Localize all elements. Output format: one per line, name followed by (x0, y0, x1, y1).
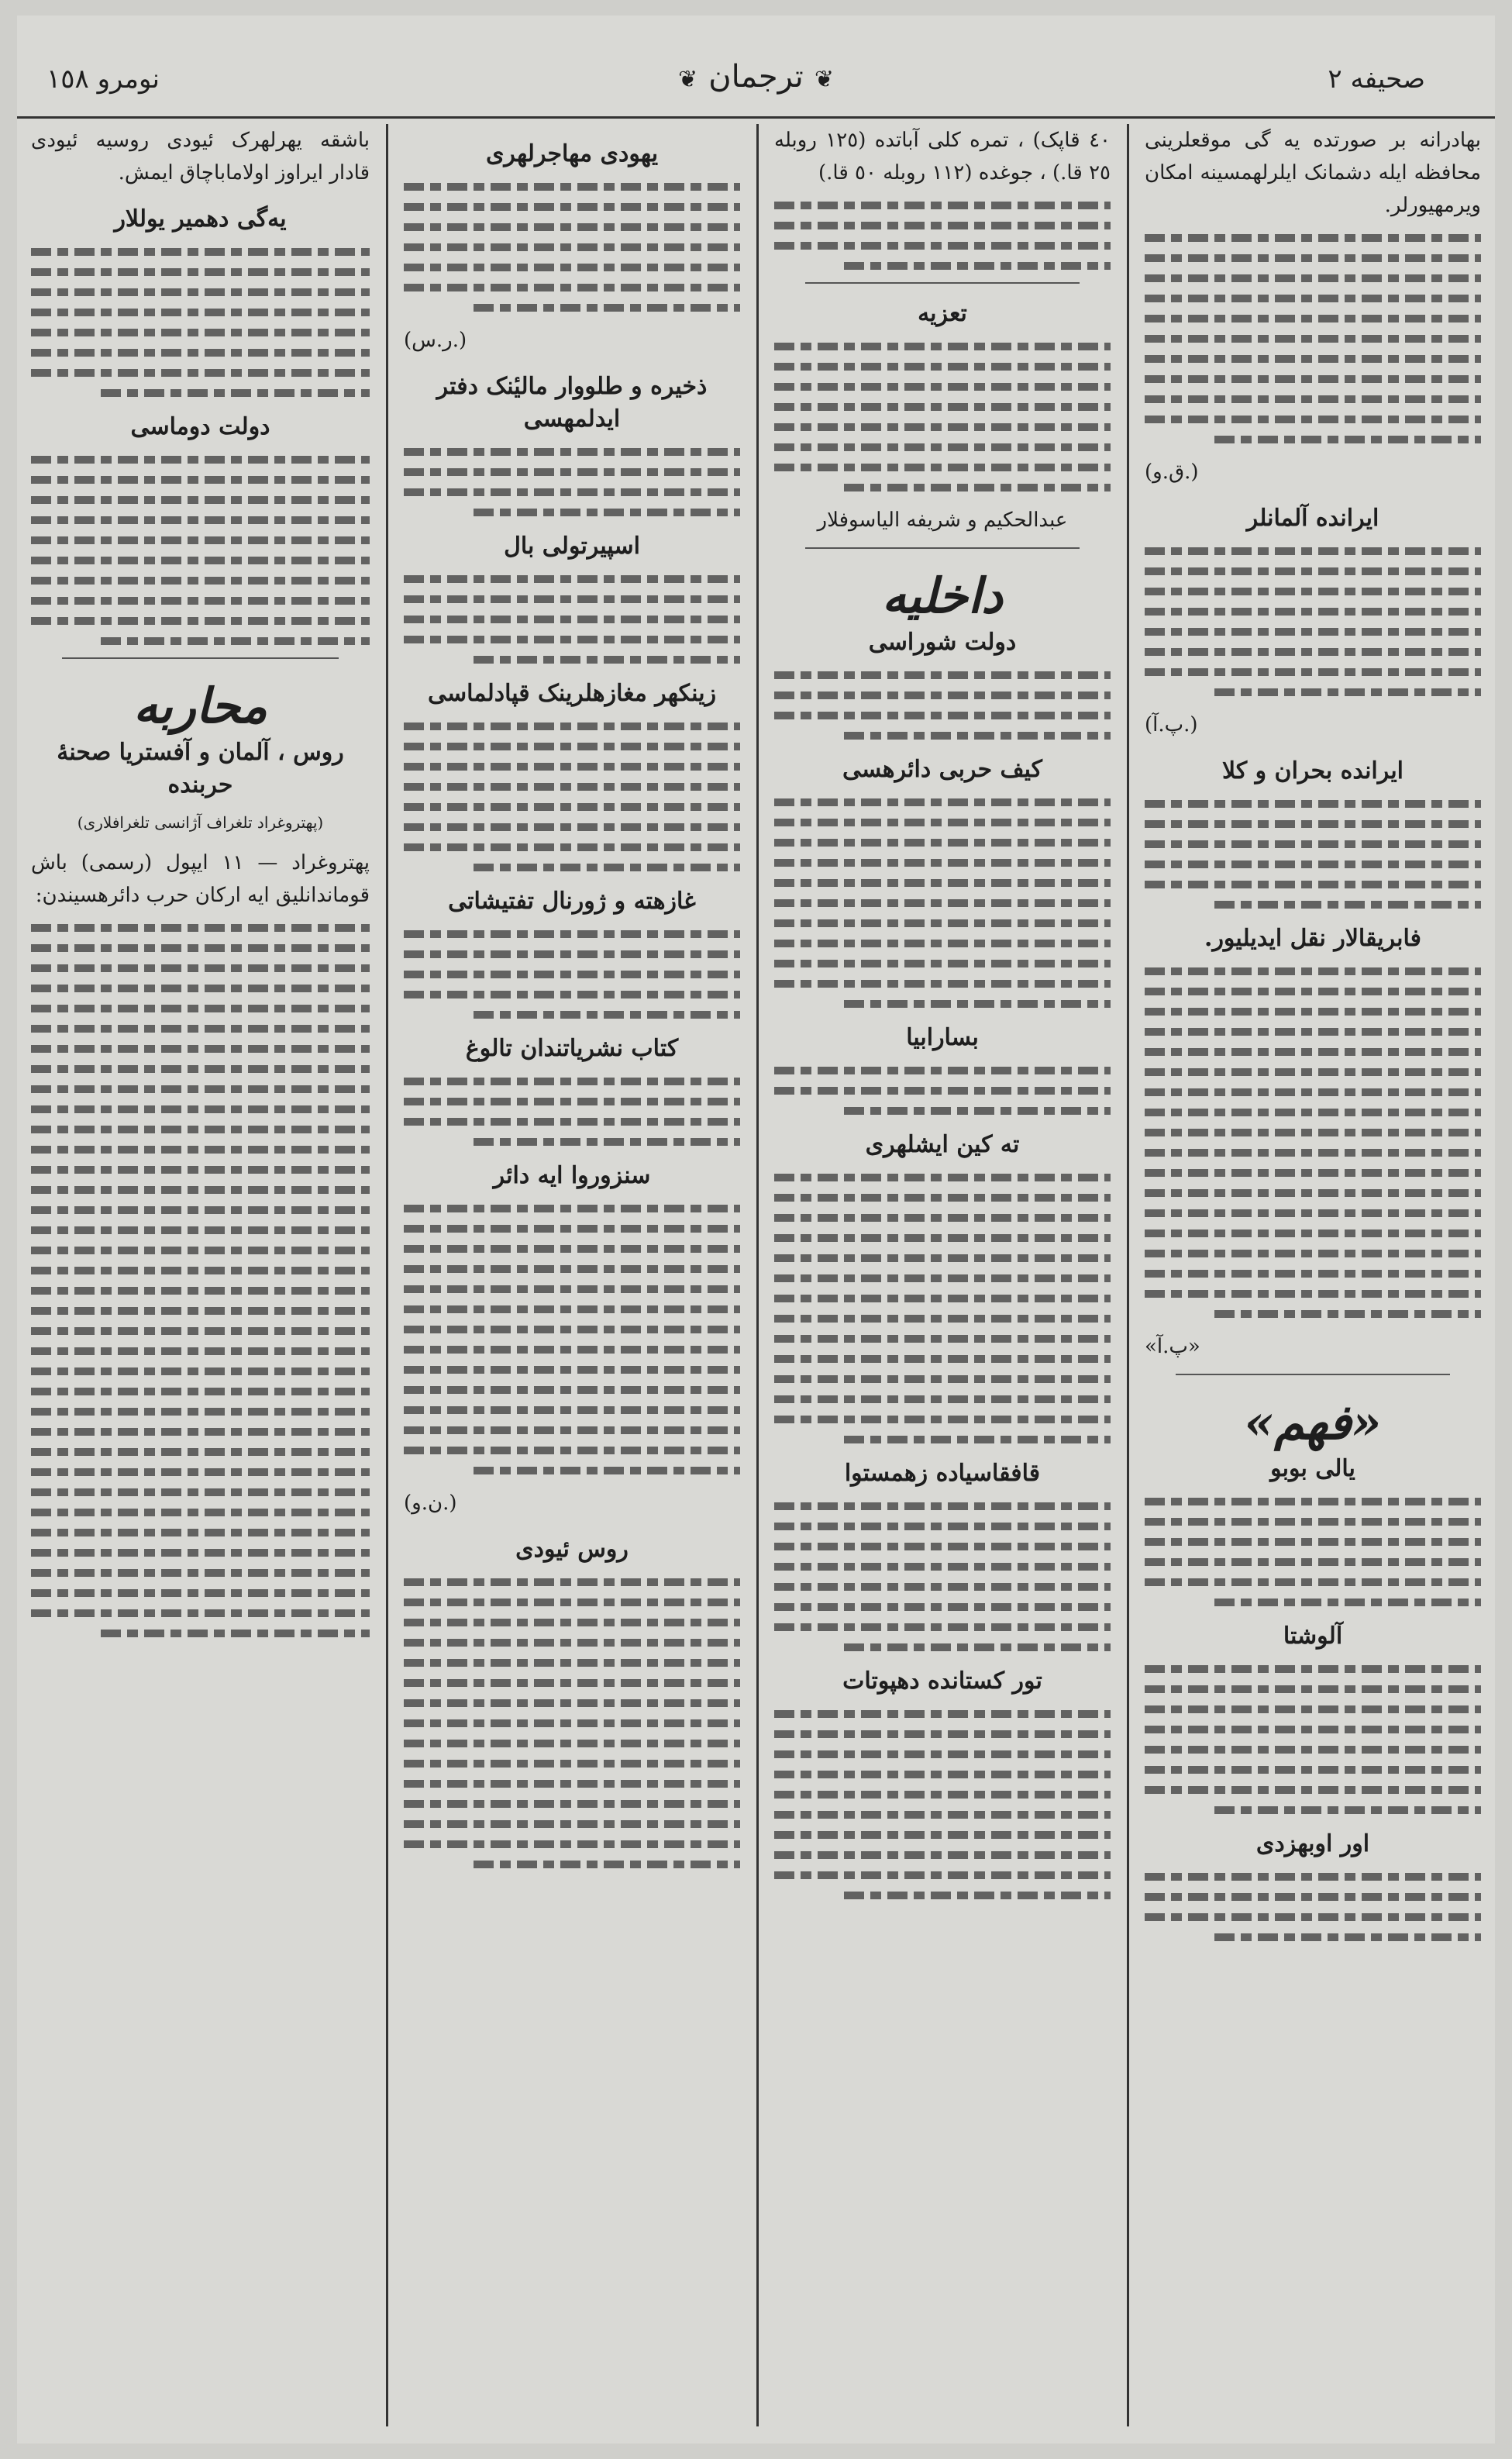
article-heading: روس ، آلمان و آفستریا صحنهٔ حربنده (57, 739, 344, 798)
text-block (774, 202, 1111, 270)
article-heading: تعزیه (918, 300, 967, 327)
article-heading: اسپیرتولی بال (504, 533, 640, 560)
text-block (1145, 1873, 1481, 1941)
text-block (1145, 967, 1481, 1318)
text-block (404, 1078, 740, 1146)
text-block (404, 930, 740, 1019)
article-heading: یه‌گی دهمیر یوللار (114, 205, 287, 233)
article-heading: یهودی مهاجرلهری (485, 140, 659, 167)
article-heading: ایرانده آلمانلر (1246, 505, 1379, 532)
issue-number: نومرو ١٥٨ (46, 64, 160, 95)
signature: (ق.و.) (1145, 460, 1199, 484)
divider (805, 547, 1080, 549)
article-heading: ته کین ایشلهری (865, 1131, 1020, 1158)
text-block (31, 248, 370, 397)
section-banner: داخلیه (882, 567, 1003, 624)
lead-paragraph: باشقه یهرلهرک ئیودی روسیه ئیودی قادار ایراوز اولاماباچاق ایمش. (31, 129, 370, 185)
divider (62, 657, 339, 659)
column-1 (1131, 124, 1495, 2426)
signoff: عبدالحکیم و شریفه الیاسوفلار (817, 509, 1068, 532)
text-block (404, 575, 740, 664)
page-header (17, 47, 1495, 119)
section-banner: «فهم» (1244, 1394, 1382, 1450)
text-block (31, 924, 370, 1637)
article-heading: تور کستانده دهپوتات (842, 1667, 1042, 1695)
column-rule (386, 124, 388, 2426)
article-heading: ایرانده بحران و کلا (1221, 757, 1404, 785)
newspaper-page (17, 16, 1495, 2443)
text-block (1145, 234, 1481, 443)
article-heading: فابریقالار نقل ایدیلیور. (1204, 925, 1421, 952)
text-block (774, 1502, 1111, 1651)
text-block (774, 1174, 1111, 1443)
article-heading: ذخیره و طلووار مالیٔنک دفتر ایدلمهسی (436, 373, 708, 433)
article-heading: کیف حربی دائرهسی (842, 756, 1042, 783)
signature: (پ.آ.) (1145, 713, 1198, 736)
text-block (1145, 800, 1481, 909)
column-4 (17, 124, 384, 2426)
article-heading: دولت شوراسی (868, 629, 1017, 656)
column-2 (760, 124, 1125, 2426)
article-heading: آلوشتا (1283, 1623, 1343, 1650)
lead-paragraph: ٤٠ قاپک) ، تمره کلی آباتده (١٢٥ روبله ٢٥ قا.) ، جوغده (١١٢ روبله ٥٠ قا.) (774, 129, 1111, 185)
text-block (774, 343, 1111, 491)
text-block (31, 456, 370, 645)
article-heading: کتاب نشریاتندان تالوغ (465, 1035, 679, 1062)
signature: (ر.س.) (404, 329, 467, 352)
column-3 (390, 124, 754, 2426)
article-heading: اور اوبهزدی (1255, 1830, 1370, 1857)
article-heading: بسارابیا (906, 1024, 979, 1051)
lead-paragraph: پهتروغراد — ١١ ایپول (رسمی) باش قوماندانلیق ایه ارکان حرب دائرهسیندن: (31, 851, 370, 907)
text-block (404, 1205, 740, 1474)
article-heading: روس ئیودی (515, 1536, 629, 1563)
divider (1176, 1374, 1450, 1375)
text-block (774, 671, 1111, 740)
section-banner: محاربه (133, 678, 267, 734)
divider (805, 282, 1080, 284)
text-block (774, 1710, 1111, 1899)
signature: «پ.آ» (1145, 1335, 1200, 1358)
text-block (404, 183, 740, 312)
article-heading: سنزوروا ایه دائر (493, 1162, 651, 1189)
text-block (1145, 1498, 1481, 1606)
text-block (774, 798, 1111, 1008)
text-block (404, 1578, 740, 1868)
text-block (1145, 547, 1481, 696)
text-block (774, 1067, 1111, 1115)
column-rule (1127, 124, 1129, 2426)
article-heading: زینکهر مغازهلرینک قپادلماسی (427, 680, 717, 707)
masthead-title: ❦ ترجمان ❦ (667, 59, 845, 95)
column-rule (756, 124, 759, 2426)
wire-credit: (پهتروغراد تلغراف آژانسی تلغرافلاری) (77, 813, 324, 832)
page-number: صحیفه ٢ (1328, 64, 1425, 95)
text-block (1145, 1665, 1481, 1814)
article-heading: غازهته و ژورنال تفتیشاتی (448, 888, 696, 915)
article-heading: یالی بوبو (1270, 1455, 1355, 1482)
text-block (404, 448, 740, 516)
article-heading: قافقاسیاده زهمستوا (844, 1460, 1041, 1487)
lead-paragraph: بهادرانه بر صورتده یه گی موقعلرینی محافظه ایله دشمانک ایلرلهمسینه امکان ویرمهیورلر. (1145, 129, 1481, 217)
signature: (ن.و.) (404, 1492, 457, 1515)
text-block (404, 723, 740, 871)
article-heading: دولت دوماسی (130, 413, 270, 440)
